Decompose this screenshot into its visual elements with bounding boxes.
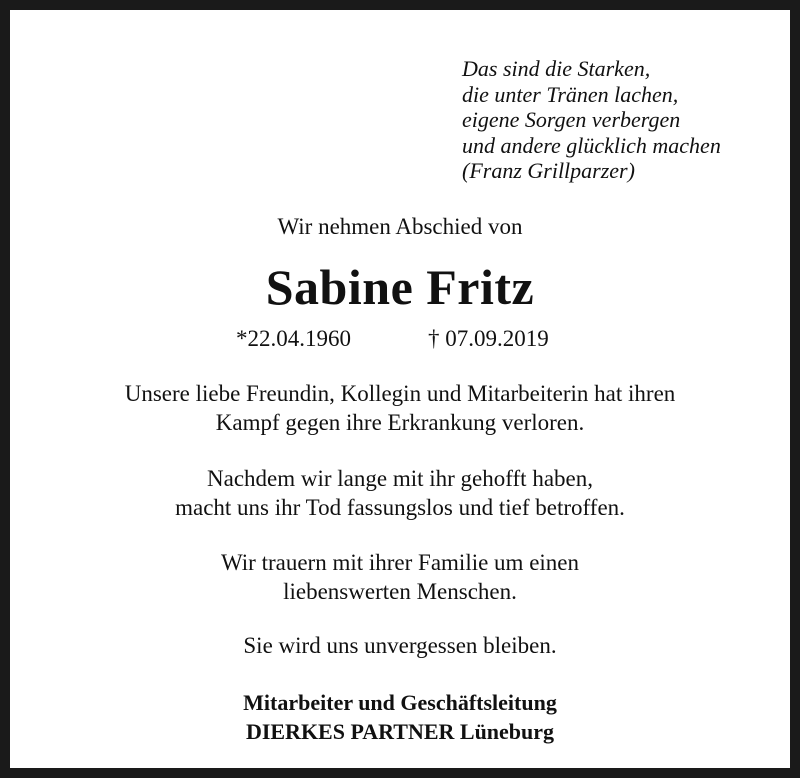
paragraph-line: macht uns ihr Tod fassungslos und tief betroffen.	[175, 495, 625, 520]
signers-line: Mitarbeiter und Geschäftsleitung	[243, 690, 557, 715]
paragraph-grief	[10, 464, 790, 522]
paragraph-line: Wir trauern mit ihrer Familie um einen	[220, 550, 580, 575]
paragraph-mourning	[10, 548, 790, 606]
paragraph-line: Sie wird uns unvergessen bleiben.	[243, 633, 557, 658]
quote-line: die unter Tränen lachen,	[462, 81, 679, 107]
deceased-name: Sabine Fritz	[265, 259, 535, 315]
death-date: † 07.09.2019	[428, 326, 549, 351]
paragraph-line: Nachdem wir lange mit ihr gehofft haben,	[207, 466, 593, 491]
intro-text: Wir nehmen Abschied von	[277, 214, 523, 239]
birth-date: *22.04.1960	[236, 326, 351, 351]
quote-author: (Franz Grillparzer)	[462, 158, 635, 183]
quote-line: und andere glücklich machen	[462, 132, 721, 158]
signers-block	[10, 688, 790, 746]
signers-company: DIERKES PARTNER Lüneburg	[245, 719, 555, 744]
quote-line: Das sind die Starken,	[462, 56, 651, 81]
quote-line: eigene Sorgen verbergen	[462, 107, 681, 132]
paragraph-line: Unsere liebe Freundin, Kollegin und Mitarbeiterin hat ihren	[124, 381, 676, 406]
paragraph-line: liebenswerten Menschen.	[283, 579, 517, 604]
paragraph-tribute	[10, 379, 790, 437]
paragraph-remembrance	[10, 631, 790, 660]
paragraph-line: Kampf gegen ihre Erkrankung verloren.	[215, 410, 585, 435]
quote-block	[462, 56, 782, 184]
